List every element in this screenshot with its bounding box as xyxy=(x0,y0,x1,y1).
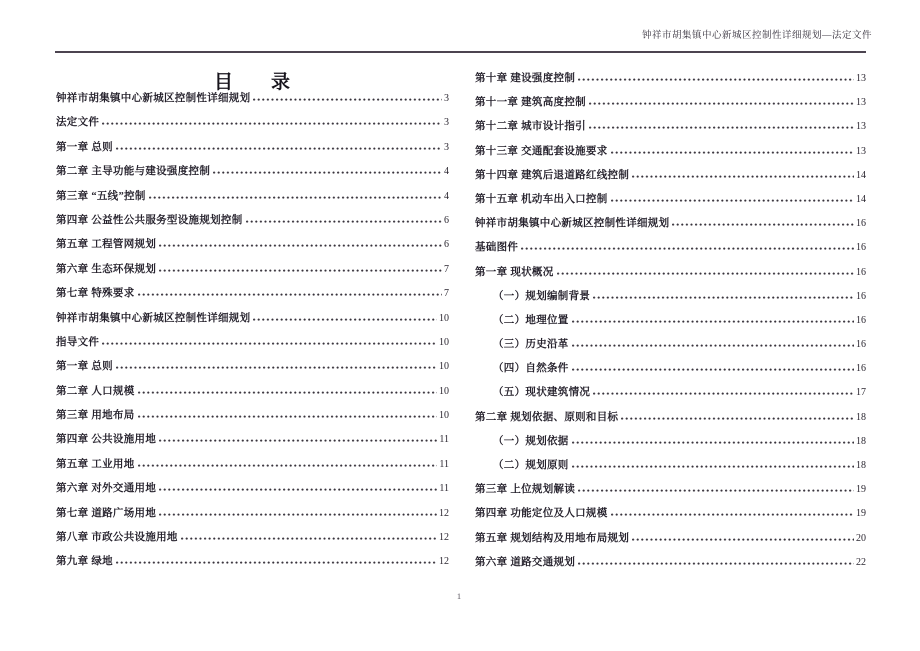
toc-entry xyxy=(475,288,866,312)
dot-leader xyxy=(557,272,854,275)
toc-entry xyxy=(475,94,866,118)
toc-entry-label: 第四章 公益性公共服务型设施规划控制 xyxy=(56,214,243,226)
toc-entry xyxy=(475,481,866,505)
toc-entry-label: 第十五章 机动车出入口控制 xyxy=(475,193,608,205)
toc-entry-label: 第十章 建设强度控制 xyxy=(475,73,576,84)
dot-leader xyxy=(611,199,854,202)
toc-entry-label: 第三章 “五线”控制 xyxy=(56,190,146,202)
toc-entry-label: （二）地理位置 xyxy=(493,314,569,326)
toc-entry xyxy=(475,312,866,336)
dot-leader xyxy=(102,342,437,345)
toc-entry-label: 钟祥市胡集镇中心新城区控制性详细规划 xyxy=(475,218,670,230)
toc-entry-label: 第六章 道路交通规划 xyxy=(475,556,576,568)
toc-entry xyxy=(56,261,449,285)
toc-entry-page: 13 xyxy=(856,121,866,133)
dot-leader xyxy=(213,171,442,174)
toc-entry-page: 6 xyxy=(444,239,449,251)
dot-leader xyxy=(578,489,854,492)
toc-entry-page: 10 xyxy=(439,385,449,397)
toc-entry-label: （二）规划原则 xyxy=(493,460,569,471)
toc-entry-label: 第十三章 交通配套设施要求 xyxy=(475,145,608,157)
toc-entry xyxy=(475,118,866,142)
toc-entry-page: 14 xyxy=(856,169,866,181)
dot-leader xyxy=(181,537,437,540)
toc-entry-page: 12 xyxy=(439,507,449,519)
toc-entry-page: 16 xyxy=(856,363,866,375)
toc-entry-page: 11 xyxy=(439,434,449,446)
dot-leader xyxy=(138,293,442,296)
dot-leader xyxy=(253,318,437,321)
toc-entry-page: 3 xyxy=(444,141,449,153)
toc-entry-label: （四）自然条件 xyxy=(493,363,569,375)
toc-entry-label: 第五章 工业用地 xyxy=(56,458,135,470)
toc-entry-page: 16 xyxy=(856,339,866,351)
toc-entry xyxy=(56,188,449,212)
dot-leader xyxy=(159,513,437,516)
toc-entry-label: （一）规划编制背景 xyxy=(493,290,591,302)
toc-entry-label: 第十一章 建筑高度控制 xyxy=(475,97,586,109)
toc-entry-page: 14 xyxy=(856,193,866,205)
header-rule-divider xyxy=(55,51,866,53)
toc-entry xyxy=(475,433,866,457)
toc-entry xyxy=(56,553,449,577)
toc-entry-page: 10 xyxy=(439,312,449,324)
dot-leader xyxy=(589,102,854,105)
toc-entry xyxy=(56,407,449,431)
toc-entry-label: （一）规划依据 xyxy=(493,435,569,447)
toc-entry-page: 16 xyxy=(856,266,866,278)
toc-entry-label: 第三章 上位规划解读 xyxy=(475,484,576,496)
toc-entry xyxy=(56,212,449,236)
toc-entry-page: 10 xyxy=(439,410,449,422)
toc-entry xyxy=(475,530,866,554)
toc-entry-label: 第六章 生态环保规划 xyxy=(56,263,157,275)
toc-entry-label: 第二章 人口规模 xyxy=(56,385,135,397)
toc-entry-label: 第四章 功能定位及人口规模 xyxy=(475,508,608,520)
dot-leader xyxy=(572,465,854,468)
dot-leader xyxy=(149,196,442,199)
toc-entry-page: 4 xyxy=(444,166,449,178)
toc-entry-page: 18 xyxy=(856,435,866,447)
toc-entry-label: 法定文件 xyxy=(56,117,100,129)
toc-entry xyxy=(475,215,866,239)
toc-entry xyxy=(56,529,449,553)
toc-entry-label: 第二章 主导功能与建设强度控制 xyxy=(56,166,211,178)
toc-entry-page: 12 xyxy=(439,532,449,544)
running-header: 钟祥市胡集镇中心新城区控制性详细规划—法定文件 xyxy=(641,31,872,41)
toc-entry xyxy=(475,554,866,578)
dot-leader xyxy=(572,441,854,444)
toc-entry xyxy=(475,191,866,215)
toc-entry-label: 第十二章 城市设计指引 xyxy=(475,121,586,133)
dot-leader xyxy=(572,344,854,347)
toc-entry-page: 3 xyxy=(444,93,449,104)
toc-entry-label: 钟祥市胡集镇中心新城区控制性详细规划 xyxy=(56,312,251,324)
dot-leader xyxy=(578,78,854,81)
dot-leader xyxy=(102,122,442,125)
dot-leader xyxy=(589,126,854,129)
toc-entry-page: 13 xyxy=(856,73,866,84)
toc-entry-page: 11 xyxy=(439,458,449,470)
toc-column-left xyxy=(56,90,449,578)
toc-entry-label: 第四章 公共设施用地 xyxy=(56,434,157,446)
page-title: 目 录 xyxy=(213,72,290,93)
toc-entry-page: 7 xyxy=(444,288,449,300)
toc-entry-page: 7 xyxy=(444,263,449,275)
dot-leader xyxy=(138,464,438,467)
toc-entry-page: 16 xyxy=(856,242,866,254)
dot-leader xyxy=(253,98,442,101)
dot-leader xyxy=(611,151,854,154)
toc-entry xyxy=(475,457,866,481)
toc-entry xyxy=(475,264,866,288)
dot-leader xyxy=(593,296,854,299)
toc-entry xyxy=(56,383,449,407)
toc-entry-page: 4 xyxy=(444,190,449,202)
dot-leader xyxy=(578,562,854,565)
toc-entry xyxy=(475,239,866,263)
toc-entry-label: 第一章 现状概况 xyxy=(475,266,554,278)
dot-leader xyxy=(159,439,437,442)
dot-leader xyxy=(672,223,854,226)
toc-entry-page: 19 xyxy=(856,484,866,496)
dot-leader xyxy=(159,269,442,272)
toc-entry-label: 第一章 总则 xyxy=(56,141,113,153)
toc-entry-label: 第三章 用地布局 xyxy=(56,410,135,422)
toc-entry-label: 指导文件 xyxy=(56,336,100,348)
toc-entry-label: 第十四章 建筑后退道路红线控制 xyxy=(475,169,630,181)
toc-entry-page: 16 xyxy=(856,290,866,302)
toc-entry xyxy=(56,431,449,455)
toc-entry-label: 第六章 对外交通用地 xyxy=(56,483,157,495)
toc-entry-page: 19 xyxy=(856,508,866,520)
dot-leader xyxy=(572,320,854,323)
dot-leader xyxy=(246,220,442,223)
dot-leader xyxy=(632,538,854,541)
toc-entry-page: 13 xyxy=(856,145,866,157)
dot-leader xyxy=(159,244,442,247)
toc-entry xyxy=(56,456,449,480)
dot-leader xyxy=(593,392,854,395)
toc-entry-label: 第九章 绿地 xyxy=(56,556,113,568)
dot-leader xyxy=(116,366,437,369)
toc-entry-label: 第五章 规划结构及用地布局规划 xyxy=(475,532,630,544)
toc-entry-label: 钟祥市胡集镇中心新城区控制性详细规划 xyxy=(56,93,251,104)
toc-entry xyxy=(56,139,449,163)
dot-leader xyxy=(572,368,854,371)
toc-entry-page: 17 xyxy=(856,387,866,399)
toc-entry-page: 10 xyxy=(439,336,449,348)
toc-entry xyxy=(475,505,866,529)
toc-entry xyxy=(475,336,866,360)
toc-entry xyxy=(475,409,866,433)
toc-entry xyxy=(56,480,449,504)
dot-leader xyxy=(116,561,437,564)
dot-leader xyxy=(159,488,437,491)
toc-entry xyxy=(475,167,866,191)
toc-entry-page: 11 xyxy=(439,483,449,495)
toc-entry-label: 基础图件 xyxy=(475,242,519,254)
dot-leader xyxy=(116,147,442,150)
toc-entry xyxy=(56,358,449,382)
toc-entry xyxy=(56,90,449,114)
toc-entry xyxy=(475,384,866,408)
toc-entry-label: 第八章 市政公共设施用地 xyxy=(56,532,178,544)
toc-entry xyxy=(56,114,449,138)
toc-entry-page: 20 xyxy=(856,532,866,544)
toc-entry-page: 22 xyxy=(856,556,866,568)
toc-entry xyxy=(56,310,449,334)
toc-entry-page: 10 xyxy=(439,361,449,373)
toc-entry-page: 16 xyxy=(856,314,866,326)
toc-entry-label: （三）历史沿革 xyxy=(493,339,569,351)
dot-leader xyxy=(632,175,854,178)
toc-entry xyxy=(56,163,449,187)
footer-page-number: 1 xyxy=(456,591,462,601)
dot-leader xyxy=(521,247,854,250)
toc-entry-page: 13 xyxy=(856,97,866,109)
toc-column-right xyxy=(475,70,866,578)
toc-entry-page: 3 xyxy=(444,117,449,129)
dot-leader xyxy=(621,417,854,420)
toc-entry xyxy=(56,334,449,358)
toc-entry-page: 18 xyxy=(856,411,866,423)
toc-entry xyxy=(56,285,449,309)
toc-entry-label: 第二章 规划依据、原则和目标 xyxy=(475,411,619,423)
dot-leader xyxy=(138,391,437,394)
dot-leader xyxy=(611,513,854,516)
toc-entry-page: 12 xyxy=(439,556,449,568)
toc-entry-page: 18 xyxy=(856,460,866,471)
toc-entry-page: 6 xyxy=(444,214,449,226)
toc-entry-label: 第一章 总则 xyxy=(56,361,113,373)
dot-leader xyxy=(138,415,437,418)
toc-entry xyxy=(475,143,866,167)
toc-entry-label: 第七章 特殊要求 xyxy=(56,288,135,300)
toc-entry-label: 第七章 道路广场用地 xyxy=(56,507,157,519)
toc-entry xyxy=(56,236,449,260)
toc-entry-page: 16 xyxy=(856,218,866,230)
toc-entry xyxy=(475,360,866,384)
toc-entry-label: （五）现状建筑情况 xyxy=(493,387,591,399)
toc-entry xyxy=(475,70,866,94)
toc-entry xyxy=(56,505,449,529)
toc-entry-label: 第五章 工程管网规划 xyxy=(56,239,157,251)
